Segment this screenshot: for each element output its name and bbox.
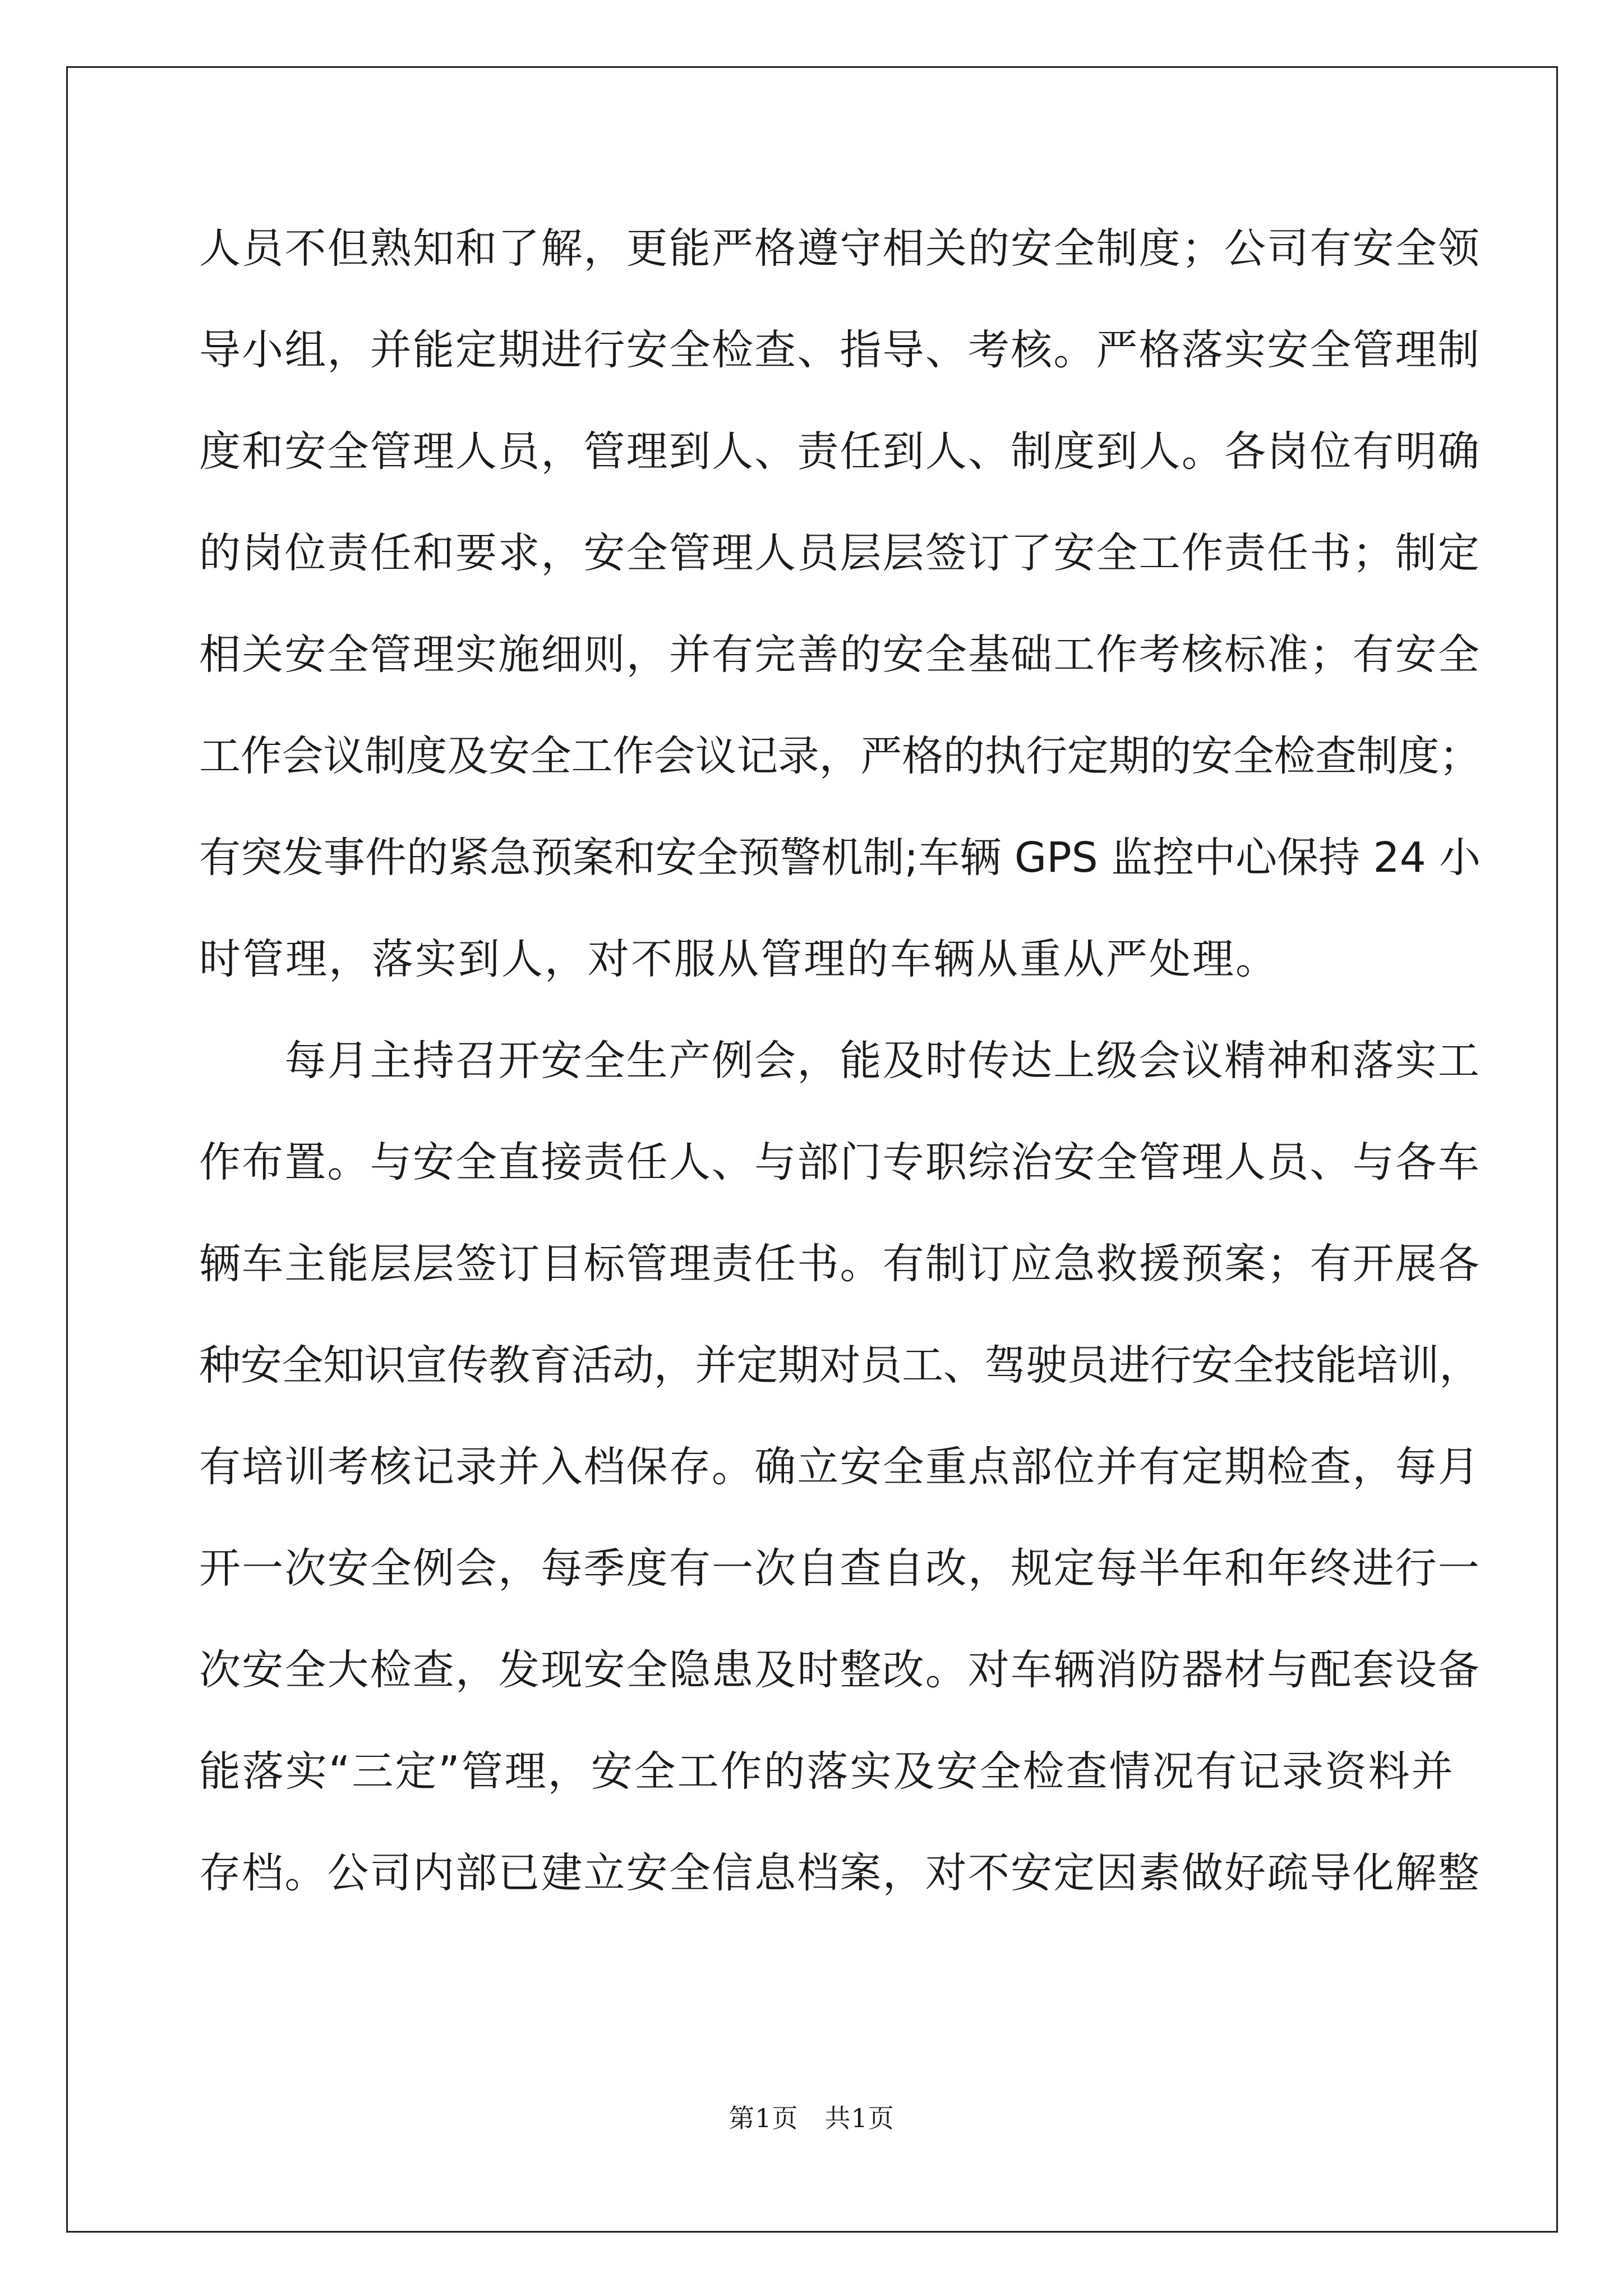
- text-line: 次安全大检查，发现安全隐患及时整改。对车辆消防器材与配套设备: [199, 1646, 1481, 1694]
- text-line: 工作会议制度及安全工作会议记录，严格的执行定期的安全检查制度；: [199, 732, 1481, 780]
- text-line: 能落实“三定”管理，安全工作的落实及安全检查情况有记录资料并: [199, 1747, 1455, 1796]
- document-body: [199, 209, 1481, 1935]
- text-line: 度和安全管理人员，管理到人、责任到人、制度到人。各岗位有明确: [199, 427, 1481, 476]
- text-line: 存档。公司内部已建立安全信息档案，对不安定因素做好疏导化解整: [199, 1849, 1481, 1897]
- text-line: 的岗位责任和要求，安全管理人员层层签订了安全工作责任书；制定: [199, 529, 1481, 577]
- text-line: 有培训考核记录并入档保存。确立安全重点部位并有定期检查，每月: [199, 1443, 1481, 1491]
- text-line: 每月主持召开安全生产例会，能及时传达上级会议精神和落实工: [199, 1037, 1481, 1085]
- text-line: 作布置。与安全直接责任人、与部门专职综治安全管理人员、与各车: [199, 1138, 1481, 1186]
- text-line: 人员不但熟知和了解，更能严格遵守相关的安全制度；公司有安全领: [199, 224, 1481, 273]
- text-line: 有突发事件的紧急预案和安全预警机制;车辆 GPS 监控中心保持 24 小: [199, 834, 1481, 882]
- text-line: 开一次安全例会，每季度有一次自查自改，规定每半年和年终进行一: [199, 1544, 1481, 1593]
- text-line: 种安全知识宣传教育活动，并定期对员工、驾驶员进行安全技能培训，: [199, 1341, 1481, 1389]
- text-line: 时管理，落实到人，对不服从管理的车辆从重从严处理。: [199, 935, 1279, 983]
- text-line: 辆车主能层层签订目标管理责任书。有制订应急救援预案；有开展各: [199, 1240, 1481, 1288]
- text-line: 相关安全管理实施细则，并有完善的安全基础工作考核标准；有安全: [199, 631, 1481, 679]
- text-line: 导小组，并能定期进行安全检查、指导、考核。严格落实安全管理制: [199, 326, 1481, 374]
- page-number: 第1页 共1页: [728, 2103, 895, 2133]
